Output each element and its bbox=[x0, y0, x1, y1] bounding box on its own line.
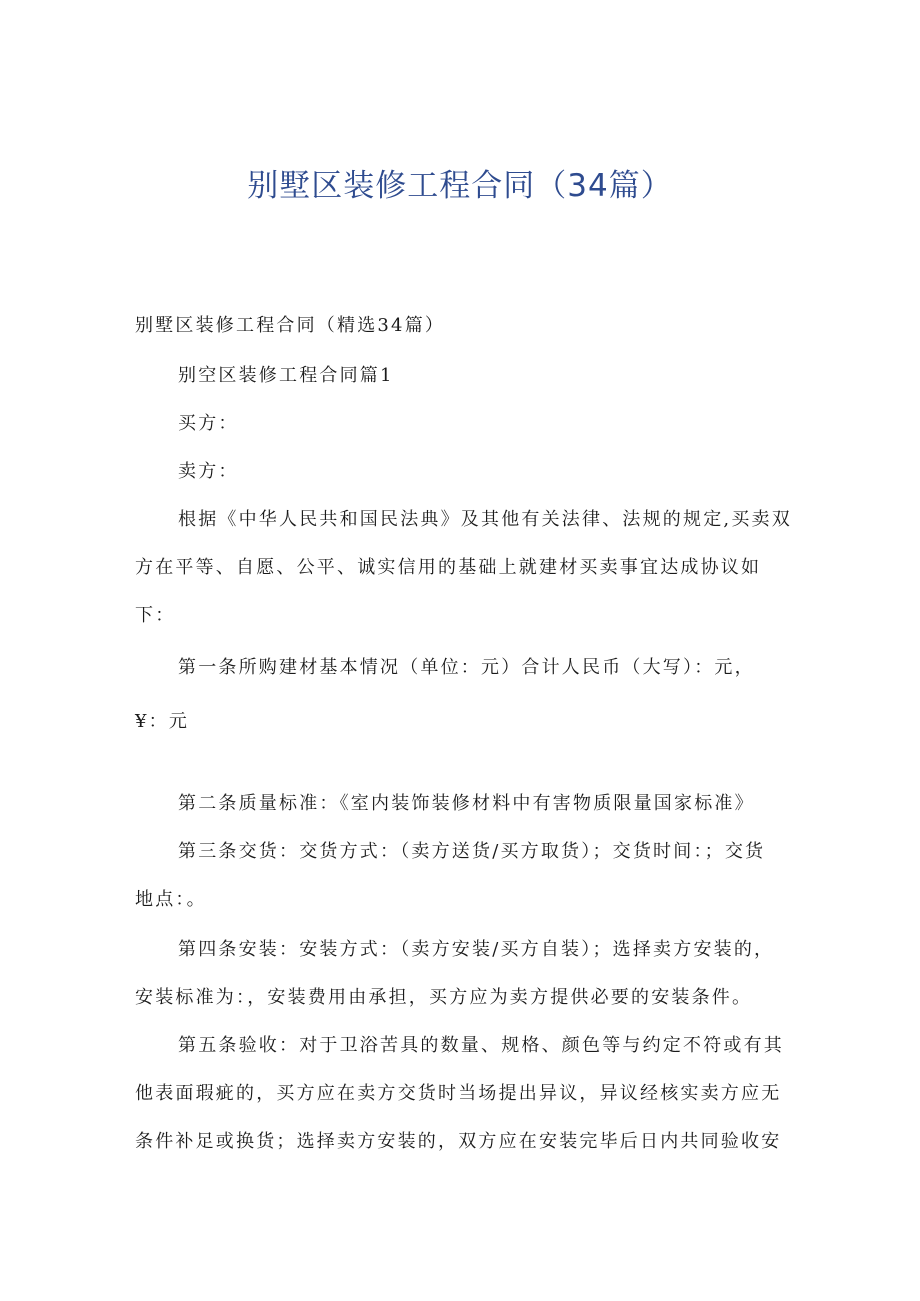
article-1-line-2: ¥：元 bbox=[135, 711, 190, 732]
seller-label: 卖方： bbox=[178, 461, 239, 482]
article-4-line-1: 第四条安装：安装方式：（卖方安装/买方自装）；选择卖方安装的， bbox=[178, 939, 775, 960]
article-5-line-2: 他表面瑕疵的，买方应在卖方交货时当场提出异议，异议经核实卖方应无 bbox=[135, 1083, 782, 1104]
article-2-line-1: 第二条质量标准：《室内装饰装修材料中有害物质限量国家标准》 bbox=[178, 793, 755, 814]
article-3-line-2: 地点：。 bbox=[135, 889, 207, 910]
paragraph-intro-line-3: 下： bbox=[135, 605, 176, 626]
article-5-line-1: 第五条验收：对于卫浴苦具的数量、规格、颜色等与约定不符或有其 bbox=[178, 1035, 784, 1056]
section-heading: 别空区装修工程合同篇1 bbox=[178, 365, 394, 386]
paragraph-intro-line-2: 方在平等、自愿、公平、诚实信用的基础上就建材买卖事宜达成协议如 bbox=[135, 557, 762, 578]
paragraph-intro-line-1: 根据《中华人民共和国民法典》及其他有关法律、法规的规定,买卖双 bbox=[178, 509, 792, 530]
article-3-line-1: 第三条交货：交货方式：（卖方送货/买方取货）；交货时间：；交货 bbox=[178, 841, 766, 862]
article-4-line-2: 安装标准为：，安装费用由承担，买方应为卖方提供必要的安装条件。 bbox=[135, 987, 753, 1008]
article-5-line-3: 条件补足或换货；选择卖方安装的，双方应在安装完毕后日内共同验收安 bbox=[135, 1131, 782, 1152]
document-subtitle: 别墅区装修工程合同（精选34篇） bbox=[135, 315, 446, 336]
article-1-line-1: 第一条所购建材基本情况（单位：元）合计人民币（大写）：元， bbox=[178, 657, 755, 678]
document-title: 别墅区装修工程合同（34篇） bbox=[247, 168, 673, 204]
buyer-label: 买方： bbox=[178, 413, 239, 434]
